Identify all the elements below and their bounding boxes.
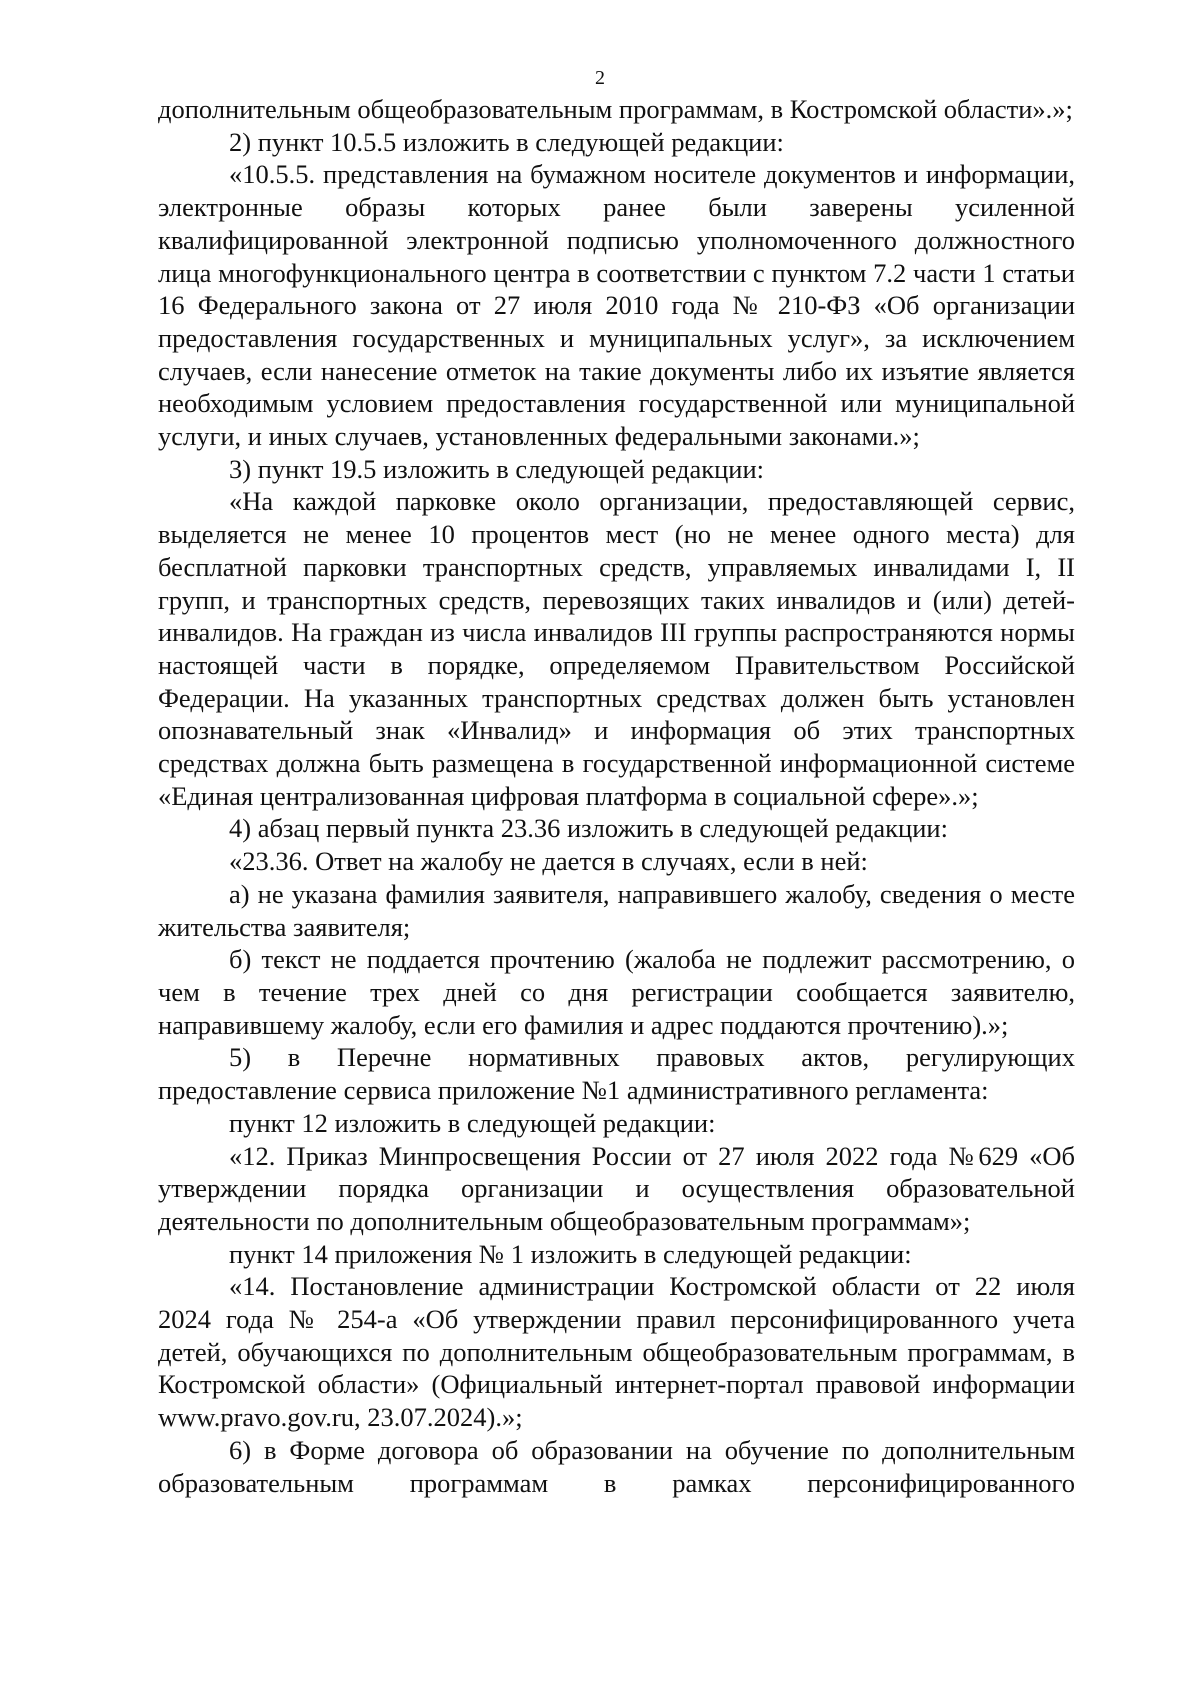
paragraph-item-2-heading: 2) пункт 10.5.5 изложить в следующей редакции: [229,126,784,157]
document-body [158,93,1075,1499]
paragraph-point-14-heading: пункт 14 приложения № 1 изложить в следующей редакции: [229,1238,912,1269]
paragraph-point-14-text: «14. Постановление администрации Костромской области от 22 июля 2024 года № 254-а «Об утверждении правил персонифицированного учета детей, обучающихся по дополнительным общеобразовательным программам, в Костромской области» (Официальный интернет-портал правовой информации www.pravo.gov.ru, 23.07.2024).»; [158,1271,1075,1433]
paragraph-subitem-a: а) не указана фамилия заявителя, направившего жалобу, сведения о месте жительства заявителя; [158,878,1075,942]
paragraph-point-12-text: «12. Приказ Минпросвещения России от 27 июля 2022 года №629 «Об утверждении порядка организации и осуществления образовательной деятельности по дополнительным общеобразовательным программам»; [158,1140,1075,1236]
paragraph-continuation: дополнительным общеобразовательным программам, в Костромской области».»; [158,94,1073,124]
paragraph-item-3-heading: 3) пункт 19.5 изложить в следующей редакции: [229,453,765,484]
paragraph-item-10-5-5-text: «10.5.5. представления на бумажном носителе документов и информации, электронные образы которых ранее были заверены усиленной квалифицированной электронной подписью уполномоченного должностного лица многофункционального центра в соответствии с пунктом 7.2 части 1 статьи 16 Федерального закона от 27 июля 2010 года № 210-ФЗ «Об организации предоставления государственных и муниципальных услуг», за исключением случаев, если нанесение отметок на такие документы либо их изъятие является необходимым условием предоставления государственной или муниципальной услуги, и иных случаев, установленных федеральными законами.»; [158,159,1075,452]
page-number: 2 [595,67,605,89]
paragraph-item-23-36-text: «23.36. Ответ на жалобу не дается в случаях, если в ней: [229,846,868,877]
paragraph-item-6-heading: 6) в Форме договора об образовании на обучение по дополнительным образовательным программам в рамках персонифицированного [158,1434,1075,1498]
paragraph-point-12-heading: пункт 12 изложить в следующей редакции: [229,1107,716,1138]
paragraph-item-4-heading: 4) абзац первый пункта 23.36 изложить в следующей редакции: [229,813,948,844]
paragraph-subitem-b: б) текст не поддается прочтению (жалоба не подлежит рассмотрению, о чем в течение трех дней со дня регистрации сообщается заявителю, направившему жалобу, если его фамилия и адрес поддаются прочтению).»; [158,944,1075,1040]
paragraph-item-19-5-text: «На каждой парковке около организации, предоставляющей сервис, выделяется не менее 10 процентов мест (но не менее одного места) для бесплатной парковки транспортных средств, управляемых инвалидами I, II групп, и транспортных средств, перевозящих таких инвалидов и (или) детей-инвалидов. На граждан из числа инвалидов III группы распространяются нормы настоящей части в порядке, определяемом Правительством Российской Федерации. На указанных транспортных средствах должен быть установлен опознавательный знак «Инвалид» и информация об этих транспортных средствах должна быть размещена в государственной информационной системе «Единая централизованная цифровая платформа в социальной сфере».»; [158,486,1075,811]
paragraph-item-5-heading: 5) в Перечне нормативных правовых актов, регулирующих предоставление сервиса приложение №1 административного регламента: [158,1042,1075,1106]
